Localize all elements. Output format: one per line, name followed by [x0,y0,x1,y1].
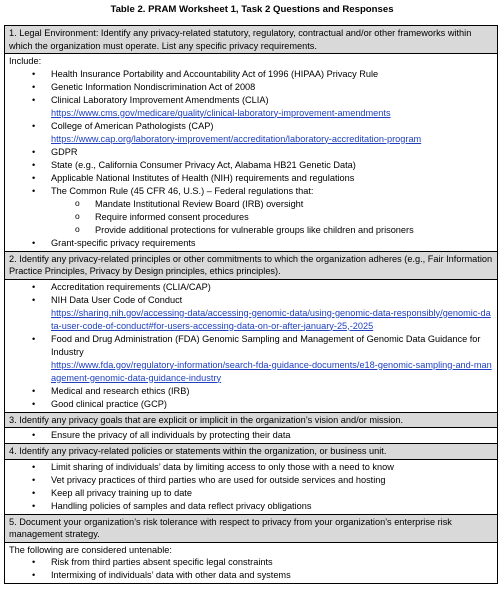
section-3-header: 3. Identify any privacy goals that are explicit or implicit in the organization’s vision and/or mission. [5,413,497,429]
list-item: • Vet privacy practices of third parties who are used for outside services and hosting [9,474,493,487]
sub-list-item: o Provide additional protections for vulnerable groups like children and prisoners [9,224,493,237]
list-item: • Risk from third parties absent specific legal constraints [9,556,493,569]
list-item: • Handling policies of samples and data reflect privacy obligations [9,500,493,513]
worksheet-table [4,25,498,584]
section-1-intro: Include: [9,56,42,66]
section-2-header: 2. Identify any privacy-related principles or other commitments to which the organization adheres (e.g., Fair Information Practice Principles, Privacy by Design principles, ethics principles). [5,252,497,280]
list-item: • Clinical Laboratory Improvement Amendments (CLIA) https://www.cms.gov/medicare/quality/clinical-laboratory-improvement-amendments [9,94,493,120]
list-item: • College of American Pathologists (CAP) https://www.cap.org/laboratory-improvement/accreditation/laboratory-accreditation-program [9,120,493,146]
list-item: • Medical and research ethics (IRB) [9,385,493,398]
section-2-body [5,280,497,413]
section-5-intro: The following are considered untenable: [9,544,172,555]
list-item: • Intermixing of individuals’ data with other data and systems [9,569,493,582]
list-item: • GDPR [9,146,493,159]
list-item: • Food and Drug Administration (FDA) Genomic Sampling and Management of Genomic Data Guidance for Industry https://www.fda.gov/regulatory-information/search-fda-guidance-documents/e18-genomic-sampling-and-management-genomic-data-guidance-industry [9,333,493,385]
section-3-list [9,429,493,442]
list-item: • Grant-specific privacy requirements [9,237,493,250]
list-item: • Good clinical practice (GCP) [9,398,493,411]
section-2-list [9,281,493,411]
list-item: • Health Insurance Portability and Accountability Act of 1996 (HIPAA) Privacy Rule [9,68,493,81]
common-rule-sublist [51,198,493,237]
fda-guidance-link[interactable]: https://www.fda.gov/regulatory-information/search-fda-guidance-documents/e18-genomic-sampling-and-management-genomic-data-guidance-industry [51,359,492,383]
section-1-list [9,68,493,250]
list-item: • Keep all privacy training up to date [9,487,493,500]
section-5-list [9,556,493,582]
clia-link[interactable]: https://www.cms.gov/medicare/quality/clinical-laboratory-improvement-amendments [51,107,391,118]
list-item: • Genetic Information Nondiscrimination Act of 2008 [9,81,493,94]
list-item: • The Common Rule (45 CFR 46, U.S.) – Federal regulations that: o Mandate Institutional Review Board (IRB) oversight o Require informed consent procedures o Provide additional protections for vulnerable groups like children and prisoners [9,185,493,237]
section-5-body [5,543,497,584]
list-item: • Limit sharing of individuals’ data by limiting access to only those with a need to know [9,461,493,474]
section-4-body [5,460,497,515]
section-1-body [5,54,497,252]
section-4-header: 4. Identify any privacy-related policies or statements within the organization, or business unit. [5,444,497,460]
list-item: • State (e.g., California Consumer Privacy Act, Alabama HB21 Genetic Data) [9,159,493,172]
list-item: • Ensure the privacy of all individuals by protecting their data [9,429,493,442]
sub-list-item: o Require informed consent procedures [9,211,493,224]
sub-list-item: o Mandate Institutional Review Board (IRB) oversight [9,198,493,211]
table-title: Table 2. PRAM Worksheet 1, Task 2 Questions and Responses [110,4,394,15]
list-item: • NIH Data User Code of Conduct https://sharing.nih.gov/accessing-data/accessing-genomic-data/using-genomic-data-responsibly/genomic-data-user-code-of-conduct#for-users-accessing-data-on-or-after-january-25,-2025 [9,294,493,333]
section-5-header: 5. Document your organization’s risk tolerance with respect to privacy from your organization’s enterprise risk management strategy. [5,515,497,543]
cap-link[interactable]: https://www.cap.org/laboratory-improvement/accreditation/laboratory-accreditation-program [51,133,422,144]
section-1-header: 1. Legal Environment: Identify any privacy-related statutory, regulatory, contractual and/or other frameworks within which the organization must operate. List any specific privacy requirements. [5,26,497,54]
list-item: • Applicable National Institutes of Health (NIH) requirements and regulations [9,172,493,185]
nih-code-link[interactable]: https://sharing.nih.gov/accessing-data/accessing-genomic-data/using-genomic-data-responsibly/genomic-data-user-code-of-conduct#for-users-accessing-data-on-or-after-january-25,-2025 [51,307,491,331]
section-4-list [9,461,493,513]
section-3-body [5,428,497,444]
list-item: • Accreditation requirements (CLIA/CAP) [9,281,493,294]
